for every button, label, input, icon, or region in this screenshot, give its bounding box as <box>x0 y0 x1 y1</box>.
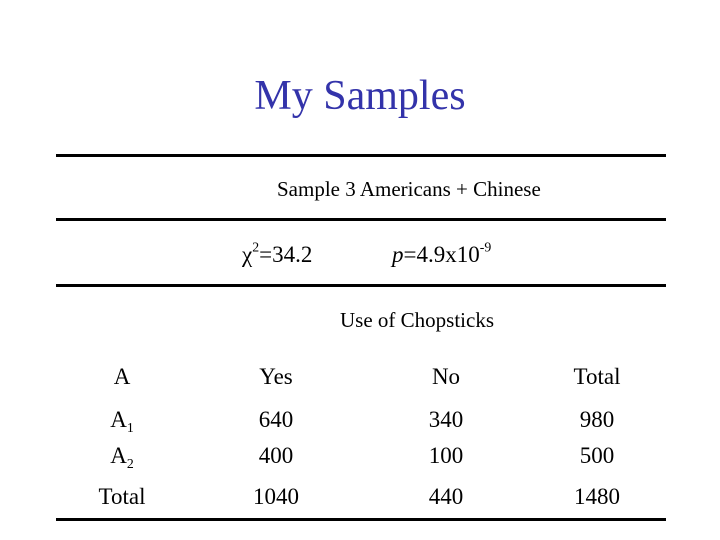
cell-a1-total: 980 <box>579 407 615 432</box>
row-label-a1: $A_1$ <box>110 407 134 435</box>
cell-total-no: 440 <box>428 484 464 509</box>
row-label-a2: $A_2$ <box>110 443 134 471</box>
sample-label: Sample 3 Americans + Chinese <box>277 177 541 201</box>
p-value-stat <box>392 239 492 268</box>
row-label-total: Total <box>98 484 146 509</box>
cell-total-total: 1480 <box>574 484 620 509</box>
chi-value: =34.2 <box>259 242 313 267</box>
cell-a1-yes: 640 <box>258 407 294 432</box>
chi-square-stat <box>242 239 313 268</box>
group-rule <box>56 284 666 287</box>
group-header: Use of Chopsticks <box>340 308 494 332</box>
header-no: No <box>431 364 461 389</box>
header-a: A <box>113 364 131 389</box>
chi-symbol: χ <box>242 242 253 267</box>
stats-rule <box>56 218 666 221</box>
p-power: -9 <box>479 239 492 255</box>
cell-a1-no: 340 <box>428 407 464 432</box>
cell-a2-no: 100 <box>428 443 464 468</box>
p-value: =4.9x10 <box>403 242 480 267</box>
header-yes: Yes <box>259 364 293 389</box>
cell-a2-total: 500 <box>579 443 615 468</box>
cell-total-yes: 1040 <box>253 484 299 509</box>
page-title: My Samples <box>254 73 466 119</box>
bottom-rule <box>56 518 666 521</box>
chi-power: 2 <box>252 239 260 255</box>
top-rule <box>56 154 666 157</box>
header-total: Total <box>573 364 621 389</box>
cell-a2-yes: 400 <box>258 443 294 468</box>
p-symbol: p <box>392 242 404 267</box>
